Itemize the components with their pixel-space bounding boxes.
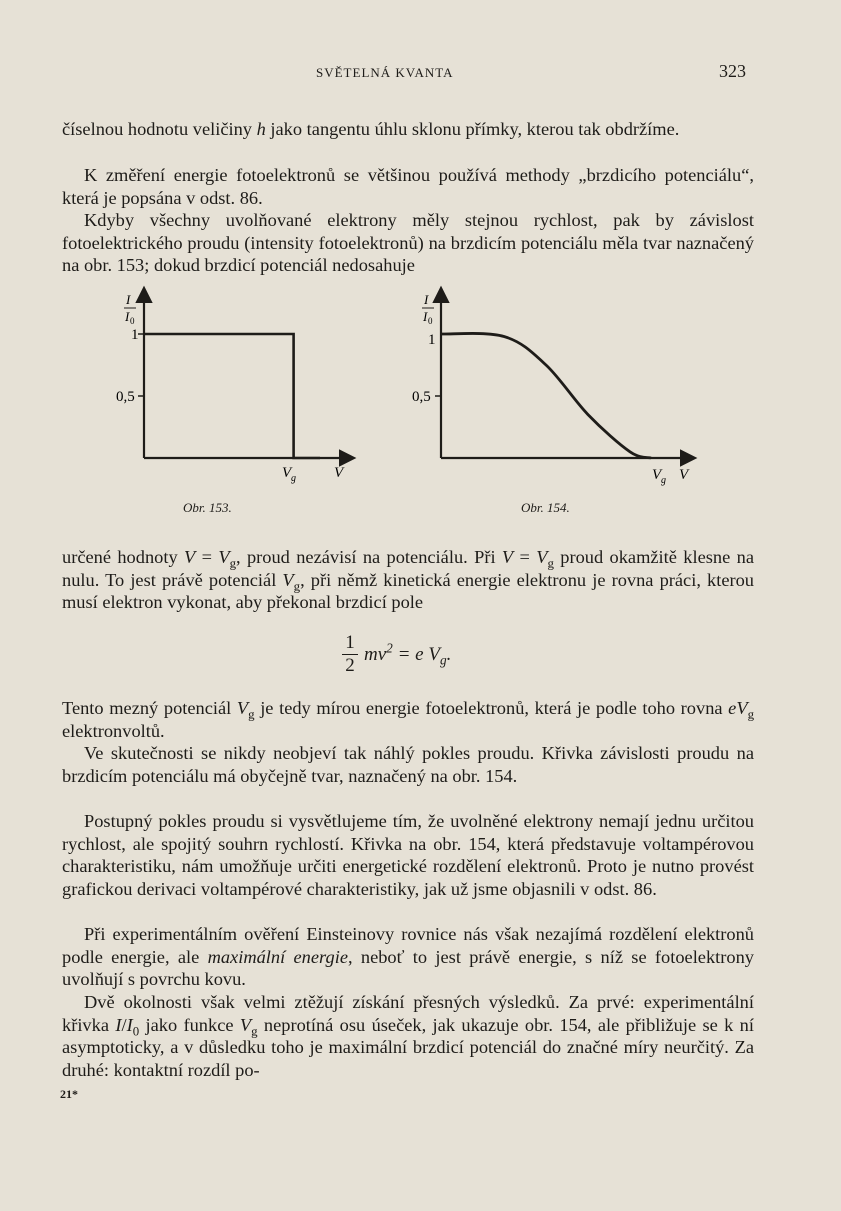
- p4-symbol-v-2: V: [501, 547, 514, 567]
- paragraph-8: [62, 923, 754, 991]
- p4-symbol-vg-3: V: [282, 569, 294, 590]
- equation-square: 2: [386, 640, 393, 656]
- fig153-tick-label-1: 1: [131, 327, 139, 343]
- fig154-tick-label-1: 1: [428, 332, 436, 348]
- p9-symbol-i: I: [115, 1014, 122, 1035]
- kinetic-energy-equation: [340, 632, 580, 682]
- p4-equals: =: [195, 547, 219, 567]
- fig154-y-label-bottom: I: [423, 309, 428, 324]
- paragraph-7: Postupný pokles proudu si vysvětlujeme tím, že uvolněné elektrony nemají jednu určitou rychlost, ale spojitý souhrn rychlostí. Křivka na obr. 154, která představuje voltampérovou charakteristiku, nám umožňuje určiti energetické rozdělení elektronů. Proto je nutno provést grafickou derivaci voltampérové charakteristiky, jak už jsme objasnili v odst. 86.: [62, 811, 754, 900]
- fig154-tick-label-05: 0,5: [412, 389, 431, 405]
- fig153-y-label-bottom: I: [125, 309, 130, 324]
- fig154-x-label-vg-sub: g: [661, 475, 666, 486]
- figure-153-caption: Obr. 153.: [183, 500, 232, 515]
- paragraph-1: [62, 118, 754, 141]
- fig153-y-label-top: I: [126, 292, 131, 307]
- fig153-curve: [144, 334, 320, 458]
- fig153-x-label-vg: V: [282, 465, 292, 481]
- figure-154-caption: Obr. 154.: [521, 500, 570, 515]
- equation-fraction: [340, 632, 360, 677]
- p9-slash: /: [121, 1014, 127, 1035]
- fig154-y-label-top: I: [424, 292, 429, 307]
- paragraph-1-text-a: číselnou hodnotu veličiny: [62, 119, 257, 139]
- p4-symbol-v: V: [184, 547, 196, 567]
- p5-symbol-e: e: [728, 698, 737, 718]
- p5-text-2: je tedy mírou energie fotoelektronů, která je podle toho rovna: [254, 698, 729, 718]
- p5-symbol-vg: V: [236, 698, 249, 718]
- p5-sub-g: g: [248, 707, 255, 722]
- p9-sub-g: g: [251, 1024, 258, 1039]
- fig154-x-label-vg: V: [652, 467, 662, 483]
- paragraph-5: [62, 697, 754, 742]
- fig153-tick-label-05: 0,5: [116, 389, 135, 405]
- equation-denominator: 2: [345, 655, 355, 676]
- planck-symbol: h: [256, 119, 266, 139]
- p9-text-2: jako funkce: [139, 1014, 240, 1035]
- paragraph-2: K změření energie fotoelektronů se většinou používá methody „brzdicího potenciálu“, která je popsána v odst. 86.: [62, 165, 754, 208]
- paragraph-9: [62, 991, 754, 1082]
- p8-emphasis: maximální energie: [207, 946, 348, 967]
- p5-symbol-vg-2: V: [736, 698, 748, 718]
- p4-symbol-vg: V: [218, 547, 230, 567]
- equation-sub-g: g: [439, 652, 447, 668]
- p5-text-1: Tento mezný potenciál: [62, 698, 237, 718]
- signature-mark: 21*: [60, 1087, 78, 1101]
- p8-text-2: , neboť to jest právě energie, s níž se fotoelektrony uvolňují s povrchu kovu.: [62, 946, 754, 990]
- equation-numerator: 1: [345, 632, 355, 653]
- p9-text-1: Dvě okolnosti však velmi ztěžují získání přesných výsledků. Za prvé: experimentální křivka: [62, 992, 754, 1035]
- figure-153-chart: [100, 282, 370, 492]
- p4-equals-2: =: [513, 547, 537, 567]
- p4-sub-g: g: [229, 556, 236, 571]
- equation-mv: mv: [364, 644, 387, 665]
- p4-sub-g-2: g: [547, 556, 554, 571]
- equation-period: .: [446, 644, 452, 665]
- p9-symbol-i0: I: [126, 1014, 133, 1035]
- p4-symbol-vg-2: V: [536, 547, 548, 567]
- p4-text-2: , proud nezávisí na potenciálu. Při: [236, 547, 502, 567]
- p5-text-3: elektronvoltů.: [62, 720, 165, 741]
- running-header: SVĚTELNÁ KVANTA: [316, 65, 454, 80]
- equation-rhs: [364, 640, 452, 668]
- fig153-x-label-v: V: [334, 465, 344, 481]
- figure-154-chart: [400, 282, 710, 492]
- p9-symbol-vg: V: [239, 1014, 252, 1035]
- fig153-x-label-vg-sub: g: [291, 473, 296, 484]
- p4-text-3: proud okamžitě klesne na nulu. To jest právě potenciál: [62, 547, 754, 590]
- paragraph-6: Ve skutečnosti se nikdy neobjeví tak náhlý pokles proudu. Křivka závislosti proudu na brzdicím potenciálu má obyčejně tvar, naznačený na obr. 154.: [62, 743, 754, 786]
- p9-text-3: neprotíná osu úseček, jak ukazuje obr. 154, ale přibližuje se k ní asymptoticky, a v důsledku toho je maximální brzdicí potenciál do značné míry neurčitý. Za druhé: kontaktní rozdíl po-: [62, 1014, 754, 1081]
- fig154-y-label-sub: 0: [428, 316, 433, 326]
- p9-sub-0: 0: [132, 1024, 140, 1039]
- paragraph-4: [62, 546, 754, 614]
- fig154-curve: [441, 333, 651, 458]
- p8-text-1: Při experimentálním ověření Einsteinovy rovnice nás však nezajímá rozdělení elektronů podle energie, ale: [62, 924, 754, 967]
- equation-ev: = e V: [392, 644, 440, 665]
- paragraph-1-text-b: jako tangentu úhlu sklonu přímky, kterou tak obdržíme.: [265, 119, 680, 139]
- p4-text-4: , při němž kinetická energie elektronu je rovna práci, kterou musí elektron vykonat, aby překonal brzdicí pole: [62, 569, 755, 613]
- paragraph-3: Kdyby všechny uvolňované elektrony měly stejnou rychlost, pak by závislost fotoelektrického proudu (intensity fotoelektronů) na brzdicím potenciálu měla tvar naznačený na obr. 153; dokud brzdicí potenciál nedosahuje: [62, 210, 754, 276]
- fig153-y-label-sub: 0: [130, 316, 135, 326]
- p5-sub-g-2: g: [747, 707, 755, 722]
- p4-sub-g-3: g: [293, 579, 301, 594]
- p4-text-1: určené hodnoty: [62, 547, 184, 567]
- fig154-x-label-v: V: [679, 467, 689, 483]
- page-number: 323: [719, 61, 746, 81]
